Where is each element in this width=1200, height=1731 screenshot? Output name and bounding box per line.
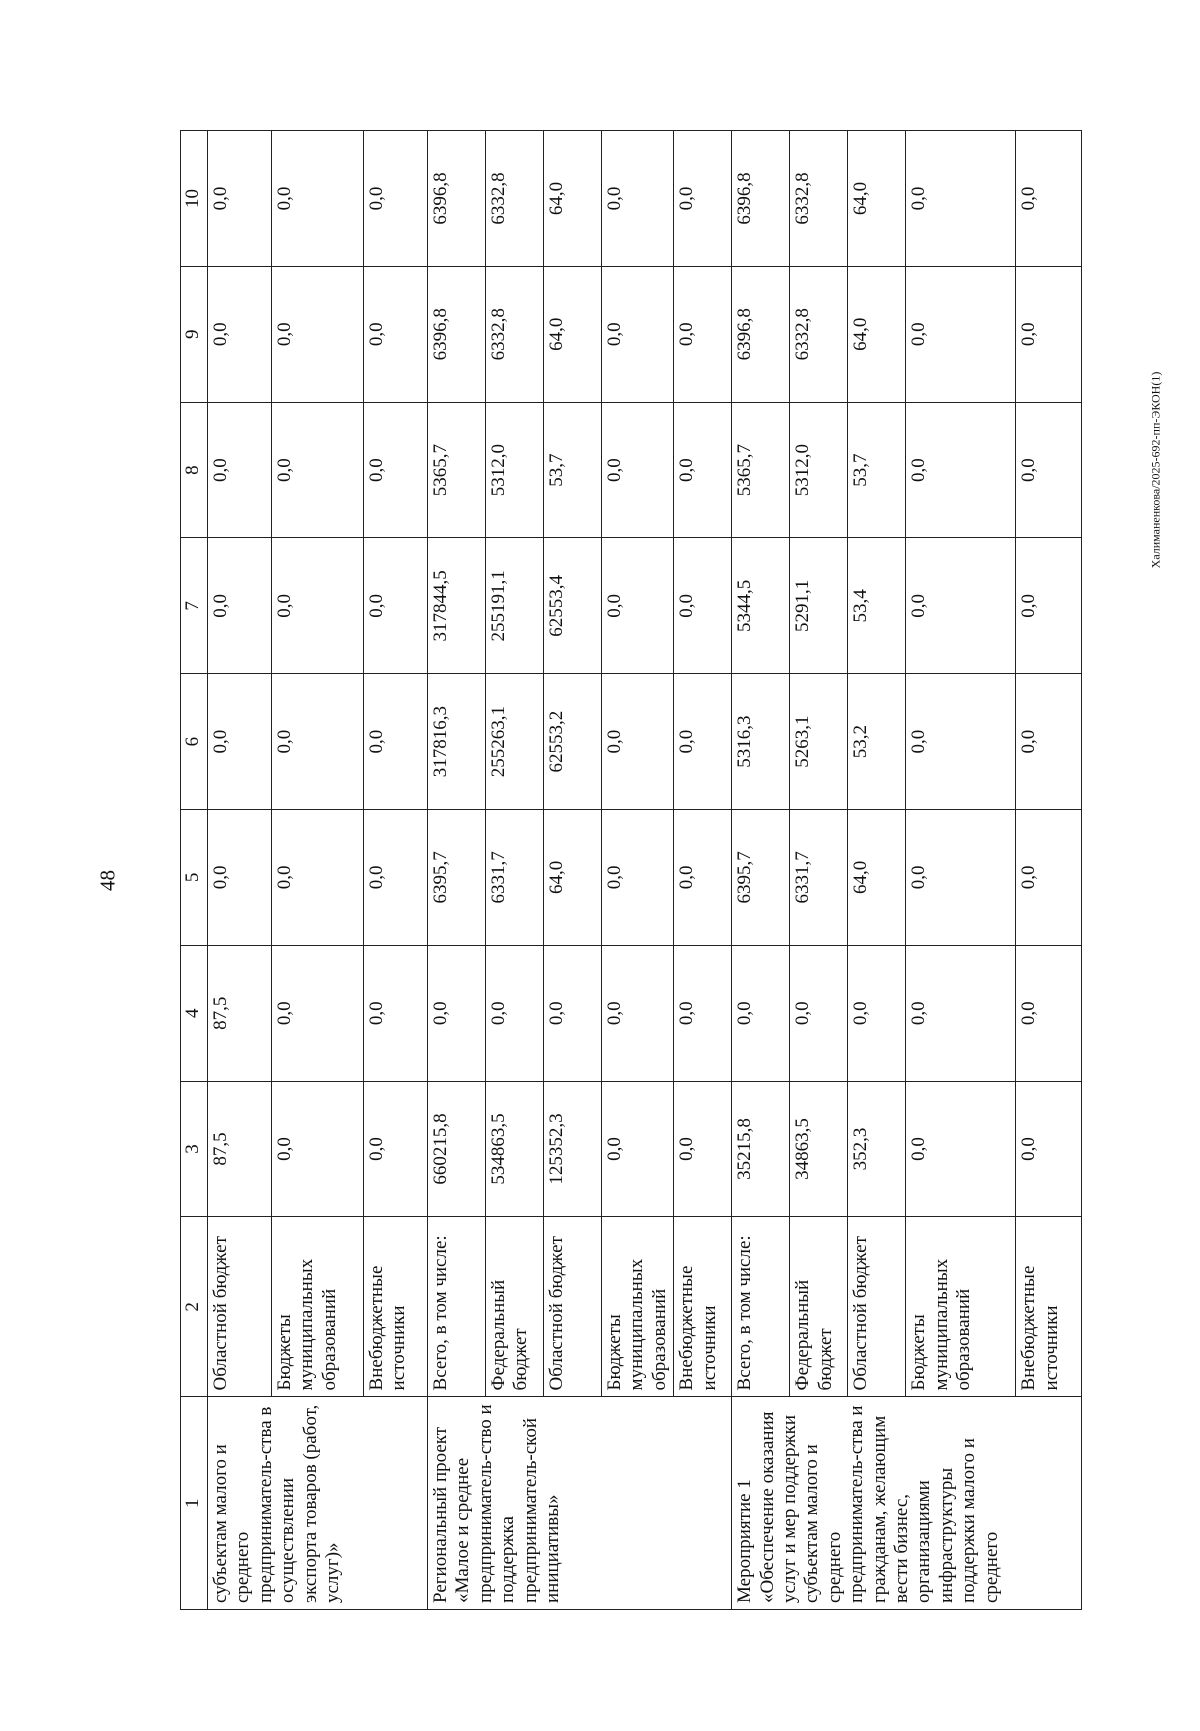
amount-cell: 0,0 [1016, 538, 1082, 674]
amount-cell: 6332,8 [790, 131, 848, 267]
amount-cell: 0,0 [272, 945, 364, 1081]
amount-cell: 53,7 [544, 402, 602, 538]
amount-cell: 35215,8 [732, 1081, 790, 1217]
amount-cell: 0,0 [1016, 1081, 1082, 1217]
amount-cell: 6396,8 [428, 131, 486, 267]
amount-cell: 0,0 [208, 402, 272, 538]
funding-source: Областной бюджет [208, 1217, 272, 1397]
column-header: 10 [181, 131, 208, 267]
table-row [732, 131, 790, 1610]
amount-cell: 0,0 [1016, 945, 1082, 1081]
amount-cell: 6396,8 [732, 131, 790, 267]
amount-cell: 6396,8 [428, 266, 486, 402]
amount-cell: 87,5 [208, 945, 272, 1081]
amount-cell: 64,0 [544, 810, 602, 946]
amount-cell: 0,0 [272, 402, 364, 538]
funding-source: Областной бюджет [544, 1217, 602, 1397]
funding-source: Бюджеты муниципальных образований [602, 1217, 674, 1397]
amount-cell: 6332,8 [486, 266, 544, 402]
amount-cell: 5312,0 [790, 402, 848, 538]
table-row [544, 131, 602, 1610]
table-row [486, 131, 544, 1610]
amount-cell: 0,0 [364, 1081, 428, 1217]
amount-cell: 0,0 [272, 266, 364, 402]
amount-cell: 0,0 [674, 945, 732, 1081]
amount-cell: 6395,7 [732, 810, 790, 946]
amount-cell: 660215,8 [428, 1081, 486, 1217]
amount-cell: 0,0 [428, 945, 486, 1081]
amount-cell: 6331,7 [790, 810, 848, 946]
amount-cell: 34863,5 [790, 1081, 848, 1217]
amount-cell: 0,0 [906, 674, 1016, 810]
amount-cell: 0,0 [674, 674, 732, 810]
amount-cell: 5316,3 [732, 674, 790, 810]
amount-cell: 5263,1 [790, 674, 848, 810]
header-row [181, 131, 208, 1610]
funding-source: Всего, в том числе: [428, 1217, 486, 1397]
table-row [364, 131, 428, 1610]
amount-cell: 0,0 [208, 674, 272, 810]
amount-cell: 0,0 [674, 1081, 732, 1217]
table-row [208, 131, 272, 1610]
table-row [1016, 131, 1082, 1610]
funding-source: Областной бюджет [848, 1217, 906, 1397]
amount-cell: 0,0 [674, 131, 732, 267]
amount-cell: 0,0 [602, 1081, 674, 1217]
amount-cell: 53,7 [848, 402, 906, 538]
amount-cell: 0,0 [1016, 402, 1082, 538]
amount-cell: 0,0 [732, 945, 790, 1081]
amount-cell: 0,0 [674, 266, 732, 402]
amount-cell: 0,0 [674, 538, 732, 674]
amount-cell: 0,0 [602, 674, 674, 810]
amount-cell: 0,0 [364, 945, 428, 1081]
amount-cell: 0,0 [1016, 266, 1082, 402]
amount-cell: 0,0 [272, 810, 364, 946]
amount-cell: 0,0 [602, 945, 674, 1081]
amount-cell: 0,0 [1016, 674, 1082, 810]
funding-source: Внебюджетные источники [364, 1217, 428, 1397]
table-row [848, 131, 906, 1610]
amount-cell: 0,0 [272, 1081, 364, 1217]
amount-cell: 0,0 [208, 131, 272, 267]
amount-cell: 6396,8 [732, 266, 790, 402]
amount-cell: 5312,0 [486, 402, 544, 538]
amount-cell: 0,0 [364, 266, 428, 402]
amount-cell: 64,0 [848, 131, 906, 267]
amount-cell: 5291,1 [790, 538, 848, 674]
column-header: 5 [181, 810, 208, 946]
amount-cell: 255191,1 [486, 538, 544, 674]
column-header: 8 [181, 402, 208, 538]
amount-cell: 0,0 [208, 266, 272, 402]
amount-cell: 0,0 [364, 538, 428, 674]
amount-cell: 0,0 [364, 131, 428, 267]
column-header: 9 [181, 266, 208, 402]
amount-cell: 0,0 [906, 945, 1016, 1081]
section-title: Мероприятие 1 «Обеспечение оказания услуг и мер поддержки субъектам малого и среднего предприниматель-ства и гражданам, желающим вести бизнес, организациями инфраструктуры поддержки малого и среднего [732, 1397, 1082, 1610]
amount-cell: 53,4 [848, 538, 906, 674]
funding-source: Внебюджетные источники [674, 1217, 732, 1397]
amount-cell: 0,0 [906, 810, 1016, 946]
amount-cell: 255263,1 [486, 674, 544, 810]
amount-cell: 62553,2 [544, 674, 602, 810]
amount-cell: 6332,8 [486, 131, 544, 267]
amount-cell: 0,0 [208, 538, 272, 674]
funding-source: Федеральный бюджет [790, 1217, 848, 1397]
amount-cell: 0,0 [364, 810, 428, 946]
amount-cell: 64,0 [848, 810, 906, 946]
amount-cell: 0,0 [602, 810, 674, 946]
table-row [906, 131, 1016, 1610]
amount-cell: 0,0 [848, 945, 906, 1081]
amount-cell: 64,0 [848, 266, 906, 402]
amount-cell: 125352,3 [544, 1081, 602, 1217]
section-title: Региональный проект «Малое и среднее предприниматель-ство и поддержка предприниматель-ской инициативы» [428, 1397, 732, 1610]
amount-cell: 0,0 [208, 810, 272, 946]
amount-cell: 0,0 [602, 538, 674, 674]
amount-cell: 5365,7 [428, 402, 486, 538]
budget-table [180, 130, 1082, 1610]
column-header: 1 [181, 1397, 208, 1610]
amount-cell: 0,0 [364, 402, 428, 538]
column-header: 7 [181, 538, 208, 674]
amount-cell: 0,0 [906, 538, 1016, 674]
column-header: 2 [181, 1217, 208, 1397]
amount-cell: 5344,5 [732, 538, 790, 674]
amount-cell: 0,0 [906, 266, 1016, 402]
funding-source: Всего, в том числе: [732, 1217, 790, 1397]
section-title: субъектам малого и среднего предприниматель-ства в осуществлении экспорта товаров (работ, услуг)» [208, 1397, 428, 1610]
amount-cell: 0,0 [906, 131, 1016, 267]
amount-cell: 0,0 [602, 266, 674, 402]
amount-cell: 0,0 [674, 810, 732, 946]
amount-cell: 317844,5 [428, 538, 486, 674]
amount-cell: 0,0 [1016, 131, 1082, 267]
amount-cell: 87,5 [208, 1081, 272, 1217]
amount-cell: 62553,4 [544, 538, 602, 674]
amount-cell: 53,2 [848, 674, 906, 810]
amount-cell: 0,0 [790, 945, 848, 1081]
amount-cell: 0,0 [272, 674, 364, 810]
rotated-table-container [180, 130, 1080, 1610]
funding-source: Бюджеты муниципальных образований [272, 1217, 364, 1397]
amount-cell: 0,0 [272, 131, 364, 267]
funding-source: Бюджеты муниципальных образований [906, 1217, 1016, 1397]
table-row [674, 131, 732, 1610]
amount-cell: 352,3 [848, 1081, 906, 1217]
amount-cell: 0,0 [602, 131, 674, 267]
column-header: 4 [181, 945, 208, 1081]
funding-source: Федеральный бюджет [486, 1217, 544, 1397]
column-header: 3 [181, 1081, 208, 1217]
amount-cell: 534863,5 [486, 1081, 544, 1217]
amount-cell: 0,0 [364, 674, 428, 810]
column-header: 6 [181, 674, 208, 810]
amount-cell: 0,0 [544, 945, 602, 1081]
table-row [602, 131, 674, 1610]
amount-cell: 6332,8 [790, 266, 848, 402]
funding-source: Внебюджетные источники [1016, 1217, 1082, 1397]
amount-cell: 0,0 [906, 402, 1016, 538]
amount-cell: 0,0 [674, 402, 732, 538]
table-row [790, 131, 848, 1610]
footer-text: Халиманенкова/2025-692-пп-ЭКОН(1) [1148, 371, 1163, 569]
amount-cell: 0,0 [272, 538, 364, 674]
table-row [428, 131, 486, 1610]
amount-cell: 0,0 [906, 1081, 1016, 1217]
amount-cell: 0,0 [486, 945, 544, 1081]
amount-cell: 5365,7 [732, 402, 790, 538]
amount-cell: 0,0 [1016, 810, 1082, 946]
amount-cell: 6331,7 [486, 810, 544, 946]
document-footer [1136, 371, 1176, 569]
page-number: 48 [95, 870, 120, 891]
amount-cell: 317816,3 [428, 674, 486, 810]
amount-cell: 64,0 [544, 266, 602, 402]
table-row [272, 131, 364, 1610]
amount-cell: 0,0 [602, 402, 674, 538]
amount-cell: 64,0 [544, 131, 602, 267]
amount-cell: 6395,7 [428, 810, 486, 946]
